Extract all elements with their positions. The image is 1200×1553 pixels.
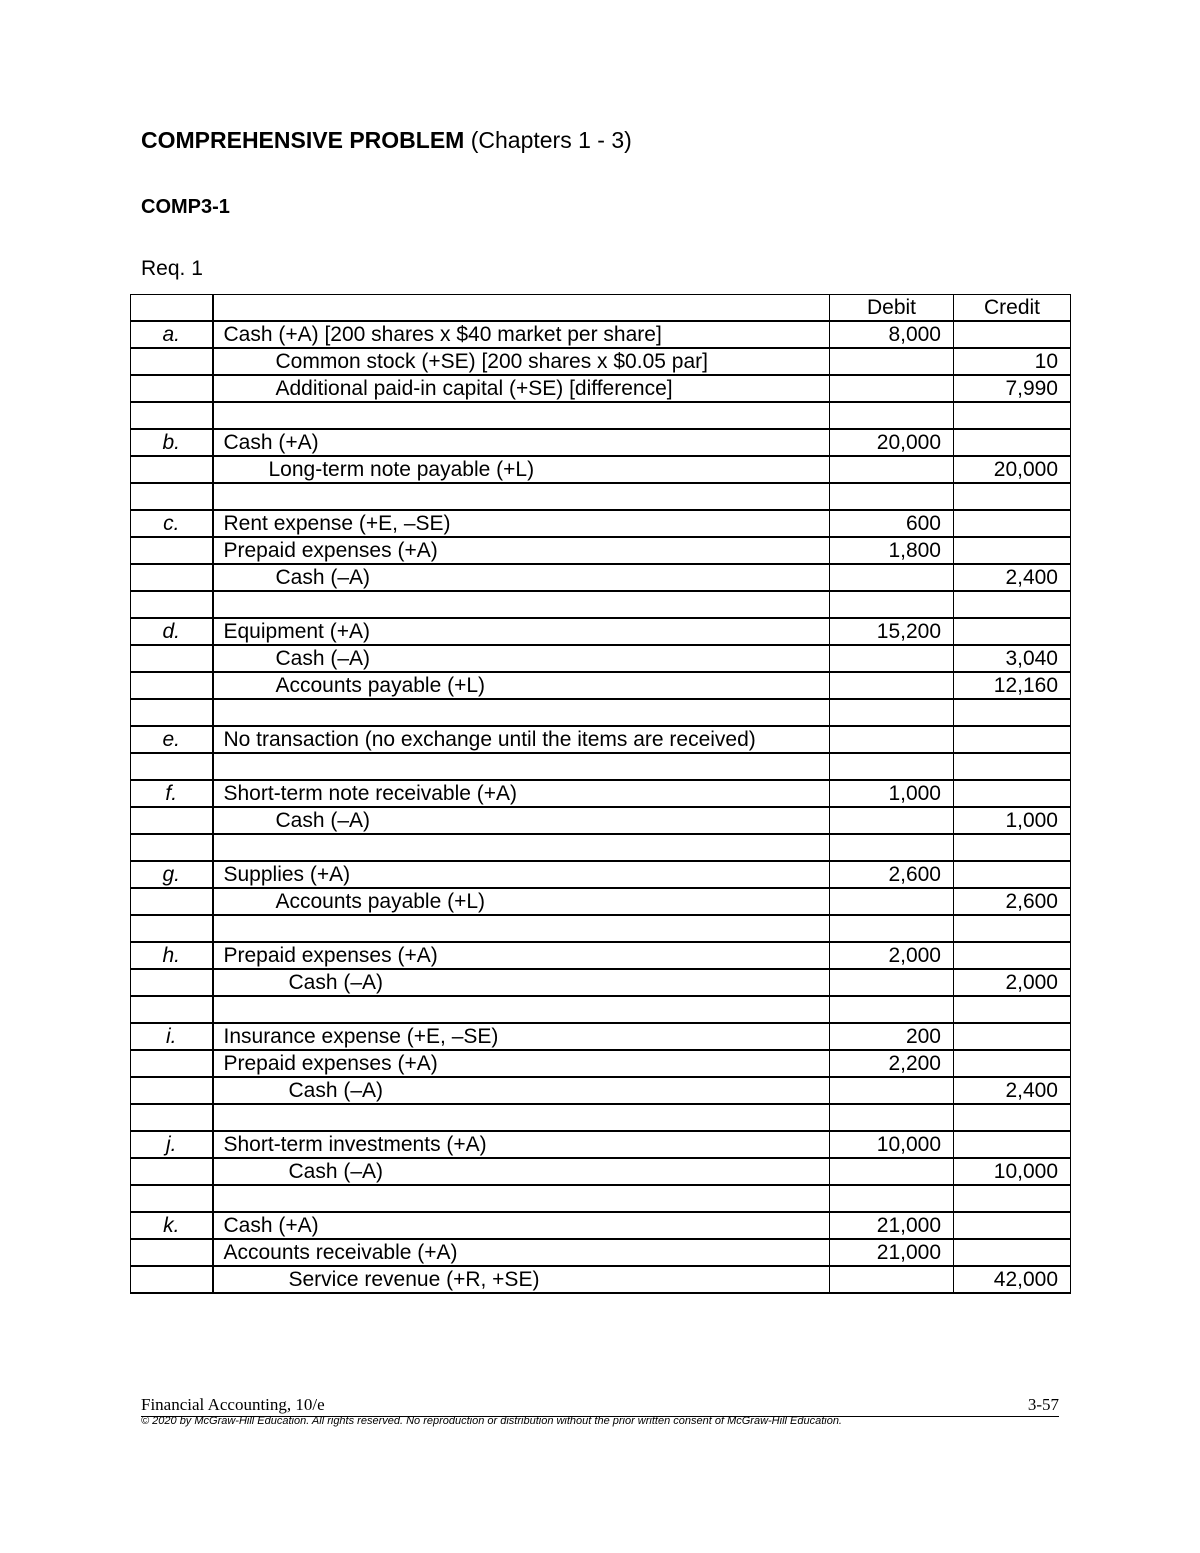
table-row [131,1212,1071,1239]
entry-letter [131,1077,213,1104]
debit-amount [830,1185,954,1212]
entry-letter [131,996,213,1023]
credit-amount: 12,160 [954,672,1071,699]
entry-letter [131,1185,213,1212]
credit-amount: 42,000 [954,1266,1071,1293]
entry-letter [131,1104,213,1131]
journal-body [131,295,1071,1294]
table-row [131,1023,1071,1050]
debit-amount: 20,000 [830,429,954,456]
entry-letter: k. [131,1212,213,1239]
entry-letter [131,915,213,942]
debit-amount [830,834,954,861]
debit-amount [830,645,954,672]
credit-amount [954,1131,1071,1158]
table-row [131,591,1071,618]
table-row [131,375,1071,402]
header-blank-account [213,295,830,322]
problem-id: COMP3-1 [141,196,230,218]
account-name [213,996,830,1023]
account-name [213,699,830,726]
account-name: Prepaid expenses (+A) [213,1050,830,1077]
table-row [131,780,1071,807]
credit-amount: 10,000 [954,1158,1071,1185]
debit-amount [830,888,954,915]
entry-letter [131,834,213,861]
credit-amount [954,591,1071,618]
debit-amount: 15,200 [830,618,954,645]
table-row [131,510,1071,537]
credit-amount [954,699,1071,726]
table-row [131,348,1071,375]
table-row [131,969,1071,996]
credit-amount [954,1104,1071,1131]
account-name [213,402,830,429]
account-name: Cash (+A) [200 shares x $40 market per share] [213,321,830,348]
entry-letter [131,483,213,510]
account-name: Short-term investments (+A) [213,1131,830,1158]
debit-amount [830,699,954,726]
page-title [141,127,632,154]
credit-amount [954,1050,1071,1077]
debit-amount: 1,800 [830,537,954,564]
entry-letter [131,888,213,915]
entry-letter [131,1239,213,1266]
credit-amount [954,1212,1071,1239]
account-name: Short-term note receivable (+A) [213,780,830,807]
footer [141,1395,1059,1417]
entry-letter [131,591,213,618]
account-name: No transaction (no exchange until the items are received) [213,726,830,753]
debit-amount: 600 [830,510,954,537]
entry-letter [131,456,213,483]
debit-amount [830,726,954,753]
account-name [213,915,830,942]
table-row [131,537,1071,564]
account-name: Accounts payable (+L) [213,672,830,699]
credit-amount: 20,000 [954,456,1071,483]
entry-letter [131,807,213,834]
account-name: Rent expense (+E, –SE) [213,510,830,537]
entry-letter: d. [131,618,213,645]
table-row [131,807,1071,834]
credit-header: Credit [954,295,1071,322]
credit-amount: 2,400 [954,1077,1071,1104]
debit-amount [830,1158,954,1185]
account-name: Accounts payable (+L) [213,888,830,915]
credit-amount: 2,000 [954,969,1071,996]
account-name [213,834,830,861]
debit-amount [830,456,954,483]
debit-amount: 10,000 [830,1131,954,1158]
entry-letter: a. [131,321,213,348]
credit-amount [954,618,1071,645]
table-row [131,456,1071,483]
table-row [131,915,1071,942]
entry-letter [131,1266,213,1293]
debit-amount [830,591,954,618]
account-name [213,1104,830,1131]
entry-letter [131,1158,213,1185]
debit-amount [830,996,954,1023]
table-row [131,564,1071,591]
credit-amount: 10 [954,348,1071,375]
debit-amount [830,483,954,510]
account-name: Cash (–A) [213,969,830,996]
entry-letter [131,753,213,780]
credit-amount: 7,990 [954,375,1071,402]
account-name: Cash (+A) [213,1212,830,1239]
table-row [131,1239,1071,1266]
account-name: Cash (–A) [213,807,830,834]
credit-amount [954,1185,1071,1212]
account-name: Cash (+A) [213,429,830,456]
table-row [131,429,1071,456]
title-bold: COMPREHENSIVE PROBLEM [141,127,465,153]
debit-amount: 2,000 [830,942,954,969]
table-row [131,321,1071,348]
entry-letter: e. [131,726,213,753]
debit-amount: 1,000 [830,780,954,807]
account-name: Cash (–A) [213,564,830,591]
entry-letter [131,564,213,591]
entry-letter: g. [131,861,213,888]
debit-amount [830,564,954,591]
table-row [131,753,1071,780]
table-row [131,1185,1071,1212]
table-row [131,672,1071,699]
table-row [131,699,1071,726]
table-row [131,402,1071,429]
credit-amount [954,1023,1071,1050]
table-row [131,726,1071,753]
account-name: Prepaid expenses (+A) [213,537,830,564]
entry-letter [131,969,213,996]
entry-letter: b. [131,429,213,456]
debit-amount [830,1104,954,1131]
entry-letter: f. [131,780,213,807]
entry-letter [131,402,213,429]
debit-amount [830,753,954,780]
credit-amount [954,780,1071,807]
debit-amount: 21,000 [830,1239,954,1266]
requirement-label: Req. 1 [141,257,203,280]
debit-amount [830,915,954,942]
entry-letter: c. [131,510,213,537]
debit-amount: 21,000 [830,1212,954,1239]
header-blank-letter [131,295,213,322]
credit-amount [954,861,1071,888]
credit-amount: 1,000 [954,807,1071,834]
credit-amount: 2,600 [954,888,1071,915]
credit-amount [954,753,1071,780]
journal-entries-table [130,294,1071,1294]
account-name: Prepaid expenses (+A) [213,942,830,969]
table-row [131,645,1071,672]
account-name: Additional paid-in capital (+SE) [difference] [213,375,830,402]
entry-letter [131,645,213,672]
title-rest: (Chapters 1 - 3) [464,127,632,153]
debit-amount [830,969,954,996]
credit-amount [954,996,1071,1023]
debit-amount: 2,200 [830,1050,954,1077]
table-row [131,1158,1071,1185]
entry-letter [131,699,213,726]
page-number: 3-57 [1027,1395,1059,1414]
table-row [131,618,1071,645]
account-name [213,1185,830,1212]
table-row [131,996,1071,1023]
table-row [131,834,1071,861]
entry-letter [131,537,213,564]
table-row [131,861,1071,888]
account-name: Insurance expense (+E, –SE) [213,1023,830,1050]
footer-book-title: Financial Accounting, 10/e [141,1395,325,1414]
account-name [213,591,830,618]
account-name: Cash (–A) [213,1077,830,1104]
account-name: Cash (–A) [213,645,830,672]
table-row [131,942,1071,969]
account-name: Service revenue (+R, +SE) [213,1266,830,1293]
entry-letter [131,348,213,375]
entry-letter [131,1050,213,1077]
account-name: Common stock (+SE) [200 shares x $0.05 par] [213,348,830,375]
debit-amount: 200 [830,1023,954,1050]
debit-amount [830,807,954,834]
account-name: Equipment (+A) [213,618,830,645]
account-name [213,483,830,510]
copyright-notice: © 2020 by McGraw-Hill Education. All rights reserved. No reproduction or distribution without the prior written consent of McGraw-Hill Education. [141,1415,842,1427]
credit-amount [954,402,1071,429]
debit-amount: 8,000 [830,321,954,348]
credit-amount [954,1239,1071,1266]
credit-amount [954,834,1071,861]
credit-amount: 2,400 [954,564,1071,591]
table-row [131,1104,1071,1131]
account-name [213,753,830,780]
entry-letter [131,672,213,699]
table-row [131,1131,1071,1158]
account-name: Cash (–A) [213,1158,830,1185]
credit-amount [954,537,1071,564]
credit-amount [954,915,1071,942]
debit-amount [830,375,954,402]
table-row [131,1050,1071,1077]
debit-amount [830,1077,954,1104]
account-name: Supplies (+A) [213,861,830,888]
credit-amount [954,321,1071,348]
debit-amount [830,672,954,699]
debit-amount [830,402,954,429]
credit-amount [954,942,1071,969]
entry-letter: i. [131,1023,213,1050]
table-row [131,1077,1071,1104]
account-name: Accounts receivable (+A) [213,1239,830,1266]
debit-amount: 2,600 [830,861,954,888]
entry-letter: h. [131,942,213,969]
debit-amount [830,1266,954,1293]
table-row [131,888,1071,915]
table-row [131,1266,1071,1293]
credit-amount [954,483,1071,510]
credit-amount [954,510,1071,537]
credit-amount [954,726,1071,753]
credit-amount: 3,040 [954,645,1071,672]
entry-letter: j. [131,1131,213,1158]
table-row [131,483,1071,510]
entry-letter [131,375,213,402]
debit-header: Debit [830,295,954,322]
table-header-row [131,295,1071,322]
debit-amount [830,348,954,375]
credit-amount [954,429,1071,456]
account-name: Long-term note payable (+L) [213,456,830,483]
